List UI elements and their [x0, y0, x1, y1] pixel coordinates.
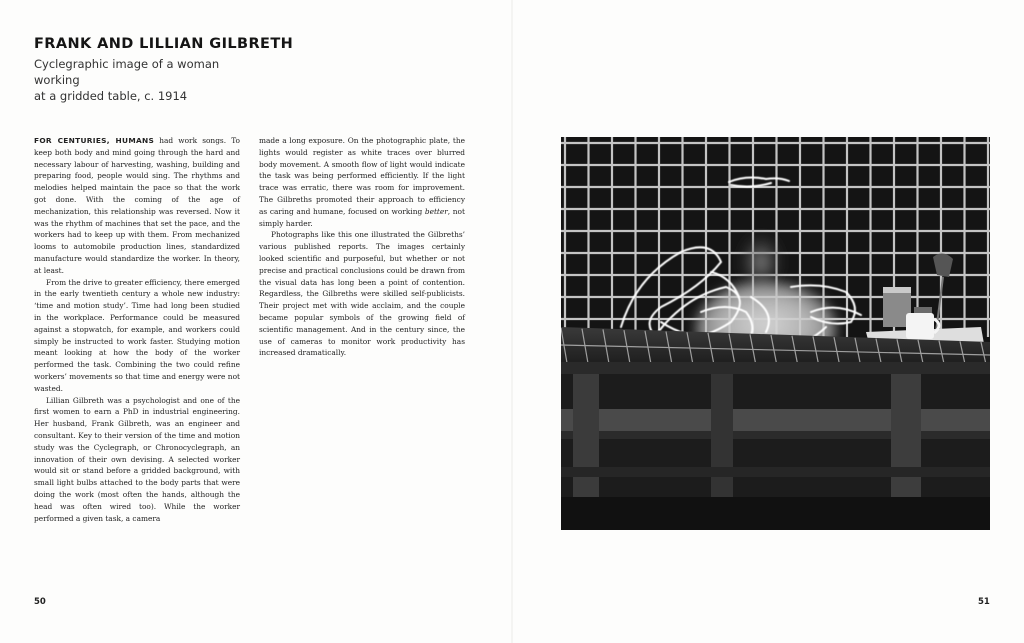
page-title: FRANK AND LILLIAN GILBRETH: [34, 36, 294, 52]
paragraph-4: [259, 135, 465, 229]
paragraph-2: From the drive to greater efficiency, there emerged in the early twentieth century a whole new industry: ‘time and motion study’. Time had long been studied in the workplace. Performance could be measured against a stopwatch, for example, and workers could simply be instructed to work faster. Studying motion meant looking at how the body of the worker performed the task. Combining the two could refine workers’ movements so that time and energy were not wasted.: [34, 277, 240, 393]
text-column-2: [259, 135, 465, 359]
paragraph-4-text-b: , not simply harder.: [259, 206, 465, 228]
caption-line-1: Cyclegraphic image of a woman working: [34, 57, 220, 87]
paragraph-1: [34, 135, 240, 277]
paragraph-1-text: had work songs. To keep both body and mind going through the hard and necessary labour of harvesting, washing, building and preparing food, people would sing. The rhythms and melodies helped maintain the pace so that the work got done. With the coming of the age of mechanization, this relationship was reversed. Now it was the rhythm of machines that set the pace, and the workers had to keep up with them. From mechanized looms to automobile production lines, standardized manufacture would standardize the worker. In theory, at least.: [34, 136, 241, 275]
image-caption: [34, 56, 264, 104]
lead-in: FOR CENTURIES, HUMANS: [34, 136, 155, 145]
paragraph-4-text-a: made a long exposure. On the photographic plate, the lights would register as white traces over blurred body movement. A smooth flow of light would indicate the task was being performed efficiently. If the light trace was erratic, there was room for improvement. The Gilbreths promoted their approach to efficiency as caring and humane, focused on working: [259, 136, 465, 216]
emphasis-better: better: [424, 206, 448, 216]
cyclegraph-photo: [561, 137, 990, 530]
page-number-left: 50: [34, 597, 46, 607]
page-gutter: [511, 0, 513, 643]
caption-line-2: at a gridded table, c. 1914: [34, 89, 188, 103]
text-column-1: [34, 135, 240, 524]
page-number-right: 51: [978, 597, 990, 607]
paragraph-5: Photographs like this one illustrated the Gilbreths’ various published reports. The images certainly looked scientific and purposeful, but whether or not precise and practical conclusions could be drawn from the visual data has long been a point of contention. Regardless, the Gilbreths were skilled self-publicists. Their project met with wide acclaim, and the couple became popular symbols of the growing field of scientific management. And in the century since, the use of cameras to monitor work productivity has increased dramatically.: [259, 230, 465, 358]
paragraph-3: Lillian Gilbreth was a psychologist and one of the first women to earn a PhD in industrial engineering. Her husband, Frank Gilbreth, was an engineer and consultant. Key to their version of the time and motion study was the Cyclegraph, or Chronocyclegraph, an innovation of their own devising. A selected worker would sit or stand before a gridded background, with small light bulbs attached to the body parts that were doing the work (most often the hands, although the head was often wired too). While the worker performed a given task, a camera: [34, 395, 240, 523]
